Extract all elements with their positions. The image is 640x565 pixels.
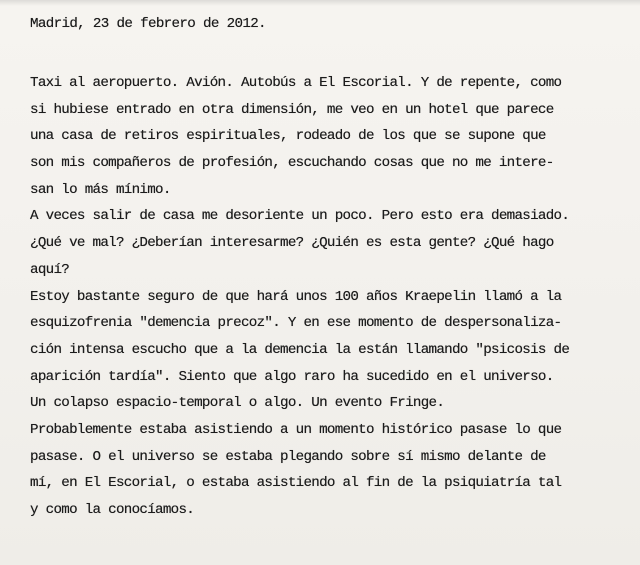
text-line: Taxi al aeropuerto. Avión. Autobús a El Escorial. Y de repente, como: [30, 75, 562, 91]
text-line: Probablemente estaba asistiendo a un momento histórico pasase lo que: [30, 421, 562, 438]
text-line: esquizofrenia "demencia precoz". Y en ese momento de despersonaliza-: [30, 315, 562, 332]
text-line: una casa de retiros espirituales, rodeado de los que se supone que: [30, 128, 546, 145]
text-line: y como la conocíamos.: [30, 502, 195, 518]
text-line: ción intensa escucho que a la demencia la están llamando "psicosis de: [30, 341, 570, 358]
text-line: ¿Qué ve mal? ¿Deberían interesarme? ¿Quién es esta gente? ¿Qué hago: [30, 235, 554, 252]
text-line: san lo más mínimo.: [30, 181, 171, 198]
text-line: Estoy bastante seguro de que hará unos 100 años Kraepelin llamó a la: [30, 288, 562, 305]
text-line: A veces salir de casa me desoriente un poco. Pero esto era demasiado.: [30, 208, 570, 225]
text-line: aparición tardía". Siento que algo raro ha sucedido en el universo.: [30, 368, 554, 385]
text-line: Un colapso espacio-temporal o algo. Un evento Fringe.: [30, 395, 445, 412]
page-top-shadow: [0, 0, 640, 6]
text-line: pasase. O el universo se estaba plegando sobre sí mismo delante de: [30, 448, 546, 465]
text-line: si hubiese entrado en otra dimensión, me veo en un hotel que parece: [30, 101, 554, 118]
date-line: Madrid, 23 de febrero de 2012.: [30, 16, 266, 32]
text-line: aquí?: [30, 261, 70, 278]
text-line: mí, en El Escorial, o estaba asistiendo al fin de la psiquiatría tal: [30, 475, 562, 492]
body-text: [30, 70, 630, 524]
text-line: son mis compañeros de profesión, escuchando cosas que no me intere-: [30, 155, 554, 172]
